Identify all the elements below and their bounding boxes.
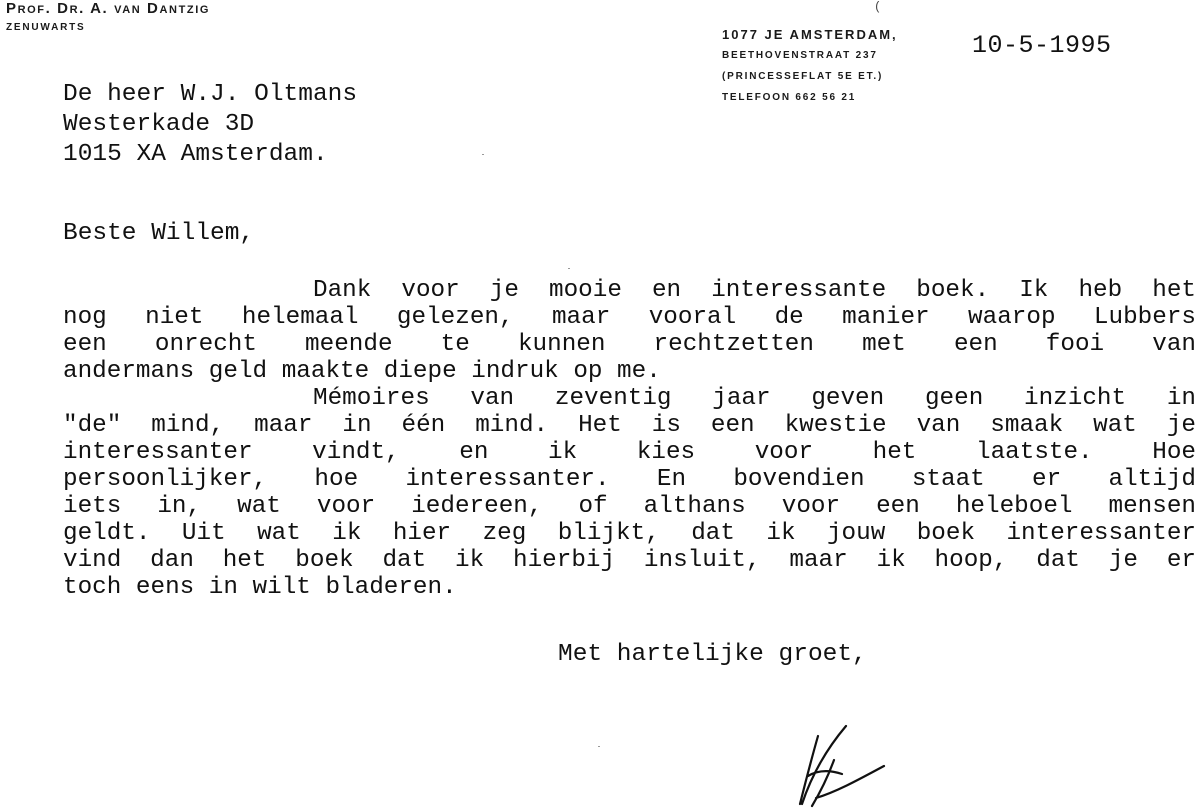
recipient-city: 1015 XA Amsterdam. bbox=[63, 141, 328, 168]
body-line: interessanter vindt, en ik kies voor het laatste. Hoe bbox=[63, 439, 1196, 466]
letterhead-title: ZENUWARTS bbox=[6, 22, 86, 33]
body-line: vind dan het boek dat ik hierbij insluit, maar ik hoop, dat je er bbox=[63, 547, 1196, 574]
address-city: 1077 JE AMSTERDAM, bbox=[722, 27, 898, 42]
recipient-street: Westerkade 3D bbox=[63, 111, 255, 138]
address-phone: TELEFOON 662 56 21 bbox=[722, 92, 857, 103]
top-mark: ( bbox=[874, 0, 882, 14]
letter-body bbox=[63, 277, 1196, 601]
body-line: Mémoires van zeventig jaar geven geen inzicht in bbox=[313, 385, 1196, 412]
address-street: BEETHOVENSTRAAT 237 bbox=[722, 50, 878, 61]
body-line: toch eens in wilt bladeren. bbox=[63, 574, 457, 601]
address-floor: (PRINCESSEFLAT 5E ET.) bbox=[722, 71, 884, 82]
paper-speck bbox=[598, 746, 600, 747]
body-line: een onrecht meende te kunnen rechtzetten met een fooi van bbox=[63, 331, 1196, 358]
body-line: nog niet helemaal gelezen, maar vooral de manier waarop Lubbers bbox=[63, 304, 1196, 331]
body-line: "de" mind, maar in één mind. Het is een kwestie van smaak wat je bbox=[63, 412, 1196, 439]
paper-speck bbox=[568, 268, 570, 269]
body-line: geldt. Uit wat ik hier zeg blijkt, dat ik jouw boek interessanter bbox=[63, 520, 1196, 547]
body-line: persoonlijker, hoe interessanter. En bovendien staat er altijd bbox=[63, 466, 1196, 493]
closing: Met hartelijke groet, bbox=[558, 641, 867, 668]
paper-speck bbox=[482, 154, 484, 155]
letterhead-address bbox=[722, 24, 898, 108]
salutation: Beste Willem, bbox=[63, 220, 255, 247]
signature-mark bbox=[788, 716, 888, 808]
body-line: andermans geld maakte diepe indruk op me. bbox=[63, 358, 661, 385]
letter-date: 10-5-1995 bbox=[972, 31, 1112, 60]
recipient-block bbox=[63, 80, 357, 170]
letterhead-name: Prof. Dr. A. van Dantzig bbox=[6, 0, 211, 17]
recipient-name: De heer W.J. Oltmans bbox=[63, 81, 358, 108]
body-line: iets in, wat voor iedereen, of althans voor een heleboel mensen bbox=[63, 493, 1196, 520]
body-line: Dank voor je mooie en interessante boek. Ik heb het bbox=[313, 277, 1196, 304]
